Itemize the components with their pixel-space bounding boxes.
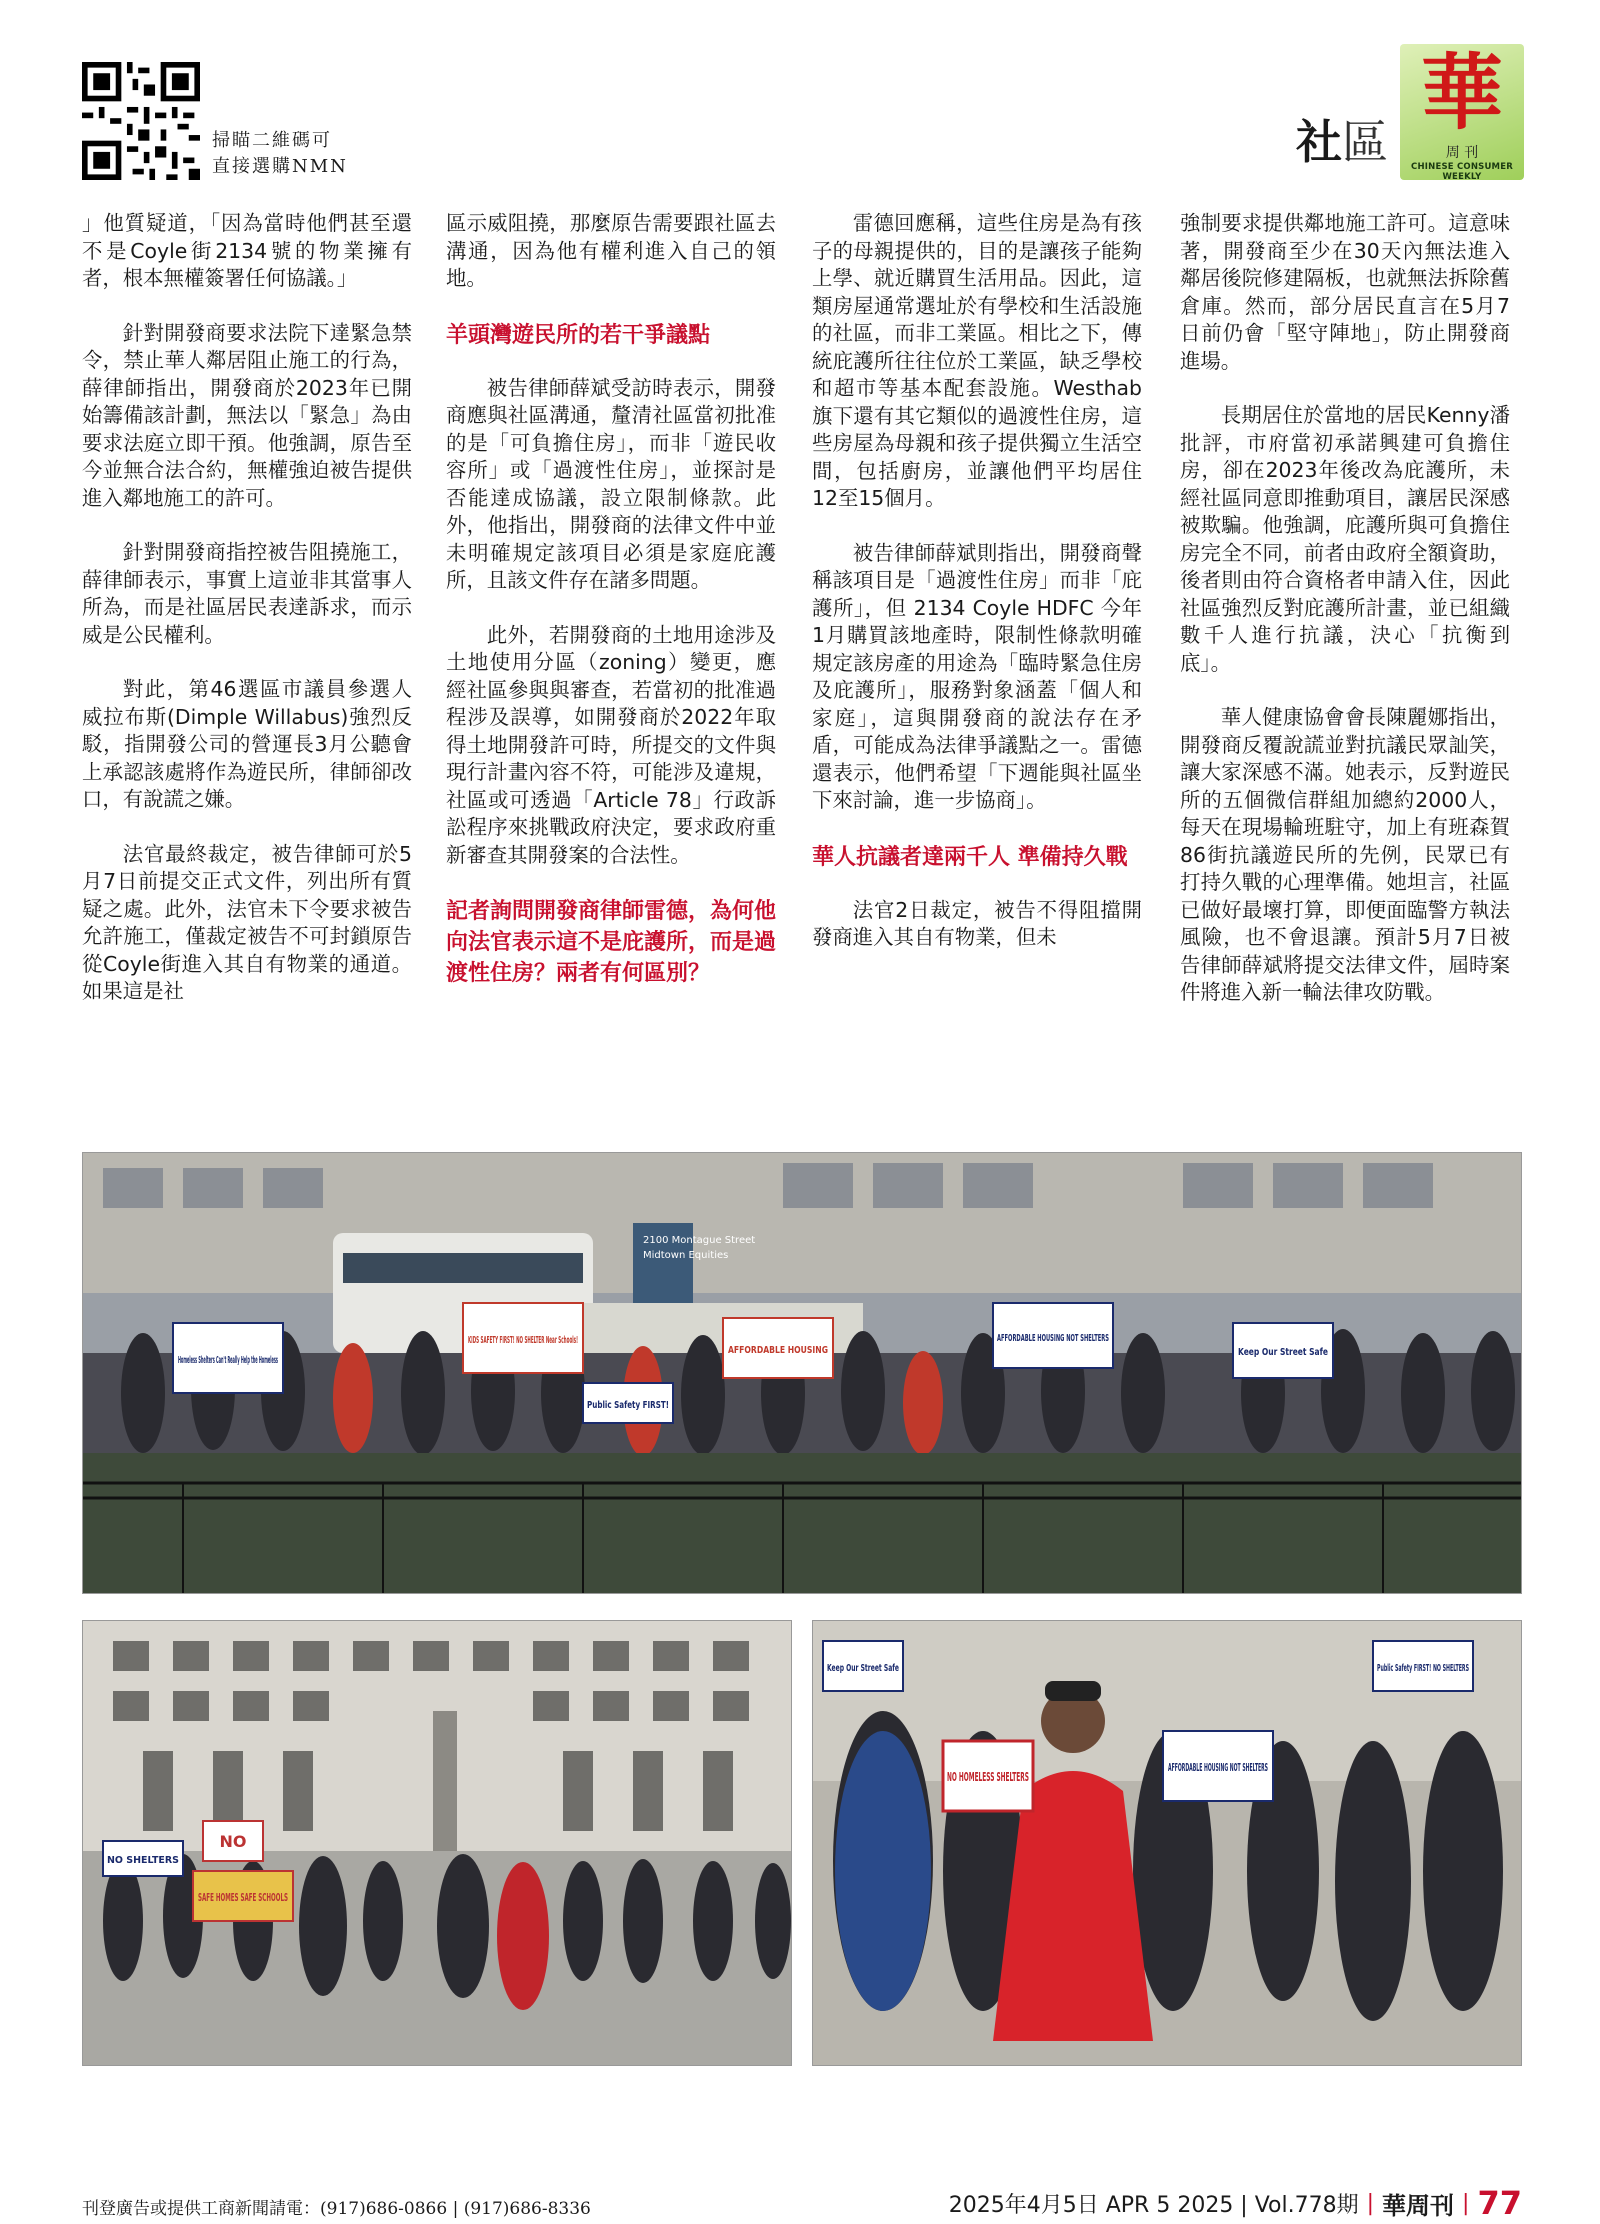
footer-divider: | <box>1366 2190 1375 2216</box>
article-column-1 <box>82 210 412 1033</box>
qr-caption-line2: 直接選購NMN <box>212 156 348 177</box>
protest-sign-text: AFFORDABLE HOUSING <box>728 1345 828 1356</box>
protest-photo-street <box>82 1152 1522 1594</box>
paragraph: 被告律師薛斌受訪時表示，開發商應與社區溝通，釐清社區當初批准的是「可負擔住房」，而非「遊民收容所」或「過渡性住房」，並探討是否能達成協議，設立限制條款。此外，他指出，開發商的法律文件中並未明確規定該項目必須是家庭庇護所，且該文件存在諸多問題。 <box>446 375 776 592</box>
article-column-3 <box>812 210 1142 979</box>
protest-sign-text: SAFE HOMES SAFE SCHOOLS <box>198 1891 289 1904</box>
qr-code[interactable] <box>82 62 200 180</box>
street-sign-text: Midtown Equities <box>643 1250 729 1261</box>
publication-logo <box>1400 44 1524 180</box>
paragraph: 區示威阻撓，那麼原告需要跟社區去溝通，因為他有權利進入自己的領地。 <box>446 211 776 290</box>
protest-sign-text: Keep Our Street Safe <box>827 1663 900 1674</box>
footer-date: 2025年4月5日 APR 5 2025 | Vol.778期 <box>948 2192 1359 2218</box>
protest-sign-text: AFFORDABLE HOUSING NOT SHELTERS <box>1168 1761 1269 1774</box>
paragraph: 法官最終裁定，被告律師可於5月7日前提交正式文件，列出所有質疑之處。此外，法官未下令要求被告允許施工，僅裁定被告不可封鎖原告從Coyle街進入其自有物業的通道。如果這是社 <box>82 841 412 1003</box>
paragraph: 針對開發商指控被告阻撓施工，薛律師表示，事實上這並非其當事人所為，而是社區居民表達訴求，而示威是公民權利。 <box>82 540 412 647</box>
section-label-b: 區 <box>1342 115 1388 169</box>
footer-divider: | <box>1462 2190 1470 2216</box>
paragraph: 對此，第46選區市議員參選人威拉布斯(Dimple Willabus)強烈反駁，指開發公司的營運長3月公聽會上承認該處將作為遊民所，律師卻改口，有說謊之嫌。 <box>82 677 412 811</box>
protest-photo-speaker <box>812 1620 1522 2066</box>
paragraph: 長期居住於當地的居民Kenny潘批評，市府當初承諾興建可負擔住房，卻在2023年後改為庇護所，未經社區同意即推動項目，讓居民深感被欺騙。他強調，庇護所與可負擔住房完全不同，前者由政府全額資助，後者則由符合資格者申請入住，因此社區強烈反對庇護所計畫，並已組織數千人進行抗議，決心「抗衡到底」。 <box>1180 403 1510 675</box>
paragraph: 雷德回應稱，這些住房是為有孩子的母親提供的，目的是讓孩子能夠上學、就近購買生活用品。因此，這類房屋通常選址於有學校和生活設施的社區，而非工業區。相比之下，傳統庇護所往往位於工業區，缺乏學校和超市等基本配套設施。Westhab旗下還有其它類似的過渡性住房，這些房屋為母親和孩子提供獨立生活空間，包括廚房，並讓他們平均居住12至15個月。 <box>812 211 1142 510</box>
protest-sign-text: Public Safety FIRST! <box>587 1400 669 1411</box>
paragraph: 針對開發商要求法院下達緊急禁令，禁止華人鄰居阻止施工的行為，薛律師指出，開發商於2023年已開始籌備該計劃，無法以「緊急」為由要求法庭立即干預。他強調，原告至今並無合法合約，無權強迫被告提供進入鄰地施工的許可。 <box>82 320 412 510</box>
protest-photo-building <box>82 1620 792 2066</box>
footer-brand: 華周刊 <box>1382 2190 1455 2220</box>
article-column-2 <box>446 210 776 1013</box>
protest-sign-text: Homeless Shelters Can't Really Help the Homeless <box>178 1355 279 1366</box>
logo-subtitle: 周 刊 <box>1445 145 1479 161</box>
section-label-a: 社 <box>1296 115 1342 169</box>
paragraph: 此外，若開發商的土地用途涉及土地使用分區（zoning）變更，應經社區參與與審查，若當初的批准過程涉及誤導，如開發商於2022年取得土地開發許可時，所提交的文件與現行計畫內容不符，可能涉及違規，社區或可透過「Article 78」行政訴訟程序來挑戰政府決定，要求政府重新審查其開發案的合法性。 <box>446 622 776 867</box>
logo-english: CHINESE CONSUMER WEEKLY <box>1411 162 1513 182</box>
protest-sign-text: NO SHELTERS <box>107 1855 179 1866</box>
paragraph: 強制要求提供鄰地施工許可。這意味著，開發商至少在30天內無法進入鄰居後院修建隔板，也就無法拆除舊倉庫。然而，部分居民直言在5月7日前仍會「堅守陣地」，防止開發商進場。 <box>1180 211 1510 373</box>
street-sign-text: 2100 Montague Street <box>643 1235 756 1246</box>
footer-ad-line: 刊登廣告或提供工商新聞請電：(917)686-0866 | (917)686-8336 <box>82 2199 591 2219</box>
protest-sign-text: NO HOMELESS SHELTERS <box>947 1770 1029 1784</box>
qr-caption <box>212 128 348 180</box>
protest-photo-speaker-image <box>813 1621 1521 2065</box>
qr-caption-line1: 掃瞄二維碼可 <box>212 130 332 151</box>
protest-sign-text: NO <box>219 1832 247 1851</box>
article-column-4 <box>1180 210 1510 1034</box>
paragraph: 」他質疑道，「因為當時他們甚至還不是Coyle街2134號的物業擁有者，根本無權簽署任何協議。」 <box>82 211 412 290</box>
page-number: 77 <box>1477 2184 1522 2222</box>
paragraph: 被告律師薛斌則指出，開發商聲稱該項目是「過渡性住房」而非「庇護所」，但 2134 Coyle HDFC 今年1月購買該地產時，限制性條款明確規定該房產的用途為「臨時緊急住房及庇護所」，服務對象涵蓋「個人和家庭」，這與開發商的說法存在矛盾，可能成為法律爭議點之一。雷德還表示，他們希望「下週能與社區坐下來討論，進一步協商」。 <box>812 540 1142 812</box>
section-label <box>1296 106 1388 172</box>
qr-code-icon <box>82 62 200 180</box>
protest-sign-text: Keep Our Street Safe <box>1238 1347 1329 1358</box>
subheading: 記者詢問開發商律師雷德，為何他向法官表示這不是庇護所，而是過渡性住房？兩者有何區別？ <box>446 899 777 986</box>
subheading: 羊頭灣遊民所的若干爭議點 <box>446 322 711 348</box>
subheading: 華人抗議者達兩千人 準備持久戰 <box>812 844 1128 870</box>
protest-photo-building-image <box>83 1621 791 2065</box>
protest-sign-text: Public Safety FIRST! NO SHELTERS <box>1377 1663 1469 1674</box>
footer-info <box>949 2184 1522 2222</box>
paragraph: 法官2日裁定，被告不得阻擋開發商進入其自有物業，但未 <box>812 897 1142 949</box>
protest-sign-text: AFFORDABLE HOUSING NOT SHELTERS <box>997 1333 1109 1344</box>
protest-photo-street-image <box>83 1153 1521 1593</box>
protest-sign-text: KIDS SAFETY FIRST! NO SHELTER Near Schools! <box>468 1335 578 1346</box>
paragraph: 華人健康協會會長陳麗娜指出，開發商反覆說謊並對抗議民眾訕笑，讓大家深感不滿。她表示，反對遊民所的五個微信群組加總約2000人，每天在現場輪班駐守，加上有班森賀86街抗議遊民所的先例，民眾已有打持久戰的心理準備。她坦言，社區已做好最壞打算，即便面臨警方執法風險，也不會退讓。預計5月7日被告律師薛斌將提交法律文件，屆時案件將進入新一輪法律攻防戰。 <box>1180 705 1510 1004</box>
logo-character: 華 <box>1420 45 1503 141</box>
